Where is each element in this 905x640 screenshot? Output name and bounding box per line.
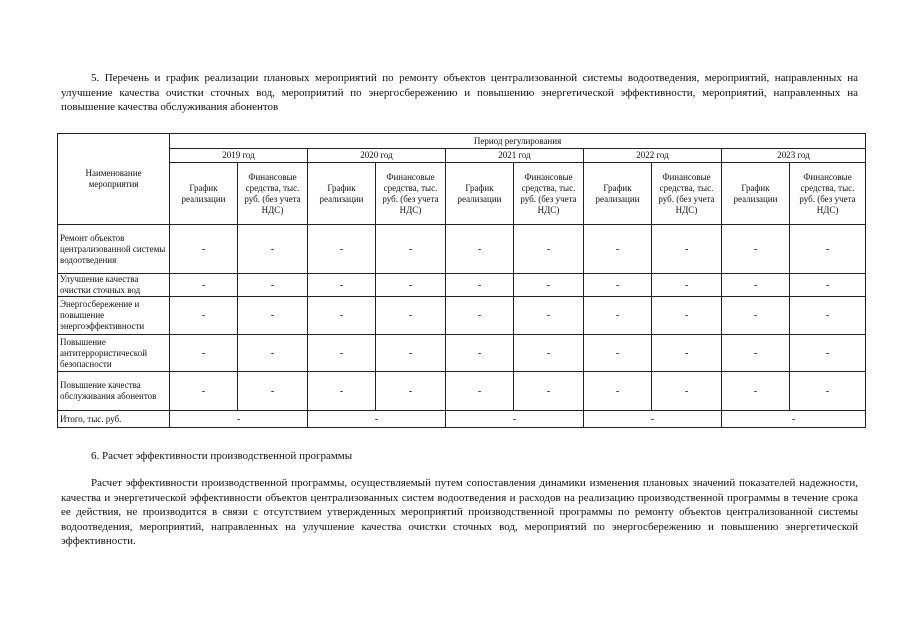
cell-value: -	[238, 372, 308, 411]
cell-value: -	[514, 274, 584, 297]
header-year-2020: 2020 год	[308, 149, 446, 163]
header-year-2022: 2022 год	[584, 149, 722, 163]
cell-value: -	[308, 335, 376, 372]
cell-value: -	[584, 372, 652, 411]
total-row	[58, 411, 866, 428]
header-finance: Финансовые средства, тыс. руб. (без учета НДС)	[652, 163, 722, 225]
measure-name: Улучшение качества очистки сточных вод	[58, 274, 170, 297]
total-value: -	[170, 411, 308, 428]
cell-value: -	[790, 274, 866, 297]
cell-value: -	[652, 225, 722, 274]
cell-value: -	[446, 335, 514, 372]
cell-value: -	[652, 372, 722, 411]
total-label: Итого, тыс. руб.	[58, 411, 170, 428]
cell-value: -	[790, 335, 866, 372]
cell-value: -	[722, 225, 790, 274]
measures-schedule-table	[57, 133, 866, 428]
cell-value: -	[238, 297, 308, 335]
cell-value: -	[722, 297, 790, 335]
cell-value: -	[376, 335, 446, 372]
table-row	[58, 297, 866, 335]
cell-value: -	[584, 335, 652, 372]
cell-value: -	[652, 274, 722, 297]
cell-value: -	[722, 274, 790, 297]
cell-value: -	[308, 297, 376, 335]
cell-value: -	[722, 335, 790, 372]
cell-value: -	[238, 225, 308, 274]
cell-value: -	[652, 297, 722, 335]
cell-value: -	[170, 225, 238, 274]
table-row	[58, 335, 866, 372]
cell-value: -	[376, 274, 446, 297]
total-value: -	[584, 411, 722, 428]
section-6-heading: 6. Расчет эффективности производственной программы	[91, 450, 353, 462]
measure-name: Энергосбережение и повышение энергоэффективности	[58, 297, 170, 335]
cell-value: -	[722, 372, 790, 411]
measure-name: Повышение качества обслуживания абонентов	[58, 372, 170, 411]
cell-value: -	[308, 372, 376, 411]
table-row	[58, 274, 866, 297]
cell-value: -	[446, 225, 514, 274]
cell-value: -	[652, 335, 722, 372]
section-5-heading: 5. Перечень и график реализации плановых мероприятий по ремонту объектов централизованной системы водоотведения, мероприятий, направленных на улучшение качества очистки сточных вод, мероприятий по энергосбережению и повышению энергетической эффективности, мероприятий, направленных на повышение качества обслуживания абонентов	[61, 72, 858, 113]
measure-name: Повышение антитеррористической безопасности	[58, 335, 170, 372]
cell-value: -	[170, 274, 238, 297]
measure-name: Ремонт объектов централизованной системы водоотведения	[58, 225, 170, 274]
header-schedule: График реализации	[308, 163, 376, 225]
cell-value: -	[584, 297, 652, 335]
header-finance: Финансовые средства, тыс. руб. (без учета НДС)	[514, 163, 584, 225]
cell-value: -	[170, 335, 238, 372]
cell-value: -	[308, 274, 376, 297]
table-row	[58, 372, 866, 411]
cell-value: -	[514, 297, 584, 335]
cell-value: -	[584, 274, 652, 297]
header-period: Период регулирования	[170, 134, 866, 149]
cell-value: -	[238, 335, 308, 372]
header-finance: Финансовые средства, тыс. руб. (без учета НДС)	[376, 163, 446, 225]
cell-value: -	[584, 225, 652, 274]
header-finance: Финансовые средства, тыс. руб. (без учета НДС)	[238, 163, 308, 225]
cell-value: -	[446, 297, 514, 335]
cell-value: -	[308, 225, 376, 274]
header-year-2023: 2023 год	[722, 149, 866, 163]
cell-value: -	[376, 297, 446, 335]
section-6-paragraph: Расчет эффективности производственной программы, осуществляемый путем сопоставления динамики изменения плановых значений показателей надежности, качества и энергетической эффективности объектов централизованных систем водоотведения и расходов на реализацию производственной программы в течение срока ее действия, не производится в связи с отсутствием утвержденных мероприятий производственной программы по ремонту объектов централизованной системы водоотведения, мероприятий, направленных на улучшение качества очистки сточных вод, мероприятий по энергосбережению и повышению энергетической эффективности.	[61, 477, 858, 547]
cell-value: -	[514, 225, 584, 274]
header-year-2019: 2019 год	[170, 149, 308, 163]
cell-value: -	[446, 274, 514, 297]
cell-value: -	[790, 225, 866, 274]
table-row	[58, 225, 866, 274]
total-value: -	[308, 411, 446, 428]
cell-value: -	[170, 297, 238, 335]
header-measure-name: Наименование мероприятия	[58, 134, 170, 225]
cell-value: -	[790, 297, 866, 335]
cell-value: -	[238, 274, 308, 297]
total-value: -	[446, 411, 584, 428]
cell-value: -	[170, 372, 238, 411]
header-finance: Финансовые средства, тыс. руб. (без учета НДС)	[790, 163, 866, 225]
cell-value: -	[376, 372, 446, 411]
cell-value: -	[790, 372, 866, 411]
header-year-2021: 2021 год	[446, 149, 584, 163]
cell-value: -	[514, 372, 584, 411]
header-schedule: График реализации	[584, 163, 652, 225]
header-schedule: График реализации	[446, 163, 514, 225]
header-schedule: График реализации	[170, 163, 238, 225]
cell-value: -	[446, 372, 514, 411]
cell-value: -	[376, 225, 446, 274]
header-schedule: График реализации	[722, 163, 790, 225]
cell-value: -	[514, 335, 584, 372]
total-value: -	[722, 411, 866, 428]
